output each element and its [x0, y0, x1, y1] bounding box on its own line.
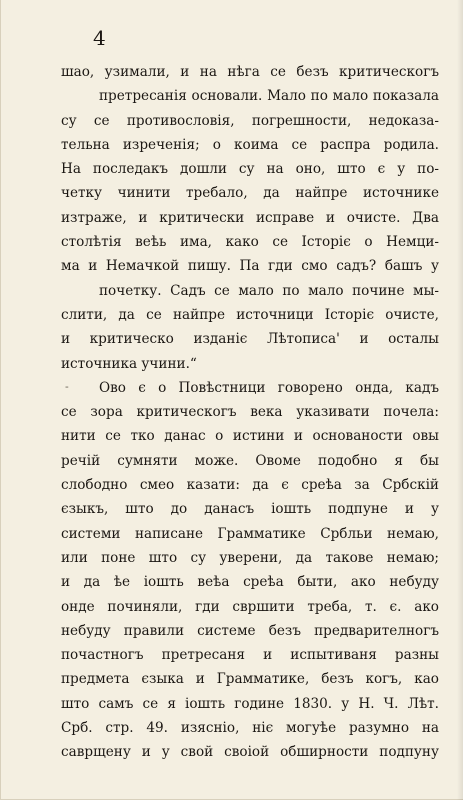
text-line: или поне што су уверени, да такове немаю;: [61, 549, 439, 566]
text-line: шао, узимали, и на нѣга се безъ критическогъ: [61, 64, 439, 80]
text-line: тельна изреченія; о коима се распра родила.: [61, 136, 439, 153]
text-line: четку чинити требало, да найпре источнике: [61, 185, 439, 202]
text-line: столѣтія веѣь има, како се Історіє о Немци-: [61, 234, 439, 251]
text-line: Ово є о Повѣстници говорено онда, кадъ: [99, 379, 439, 396]
text-line: системи написане Грамматике Србльи немаю,: [61, 525, 439, 542]
text-line: речій сумняти може. Овоме подобно я бы: [61, 452, 439, 469]
text-line: почетку. Садъ се мало по мало почине мы-: [99, 282, 439, 299]
text-line: саврщену и у свой своіой обширности подпуну: [61, 744, 439, 761]
body-text: [61, 60, 439, 765]
text-line: се зора критическогъ века указивати почела:: [61, 404, 439, 421]
text-line: су се противословія, погрешности, недоказа-: [61, 112, 439, 129]
text-line: изтраже, и критически исправе и очисте. Два: [61, 209, 439, 226]
stray-mark: -: [65, 380, 69, 393]
page-edge-shadow: [457, 0, 463, 800]
text-line: слити, да се найпре источници Історіє очисте,: [61, 306, 439, 323]
text-line: предмета єзыка и Грамматике, безъ когъ, као: [61, 671, 439, 688]
text-line: и да ѣе іошть веѣа среѣа быти, ако небуду: [61, 574, 439, 591]
text-line: нити се тко данас о истини и основаности овы: [61, 428, 439, 445]
text-line: онде починяли, гди свршити треба, т. є. ако: [61, 598, 439, 615]
text-line: На последакъ дошли су на оно, што є у по-: [61, 161, 439, 178]
text-line: почастногъ претресаня и испытиваня разны: [61, 647, 439, 664]
text-line: што самъ се я іошть године 1830. у Н. Ч. Лѣт.: [61, 695, 439, 712]
text-line: источника учини.“: [61, 355, 197, 372]
text-line: ма и Немачкой пишу. Па гди смо садъ? башъ у: [61, 258, 439, 275]
text-line: претресанія основали. Мало по мало показала: [99, 88, 439, 105]
page-number: 4: [93, 26, 107, 50]
text-line: Срб. стр. 49. изяснio, нiє могуѣе разумно на: [61, 720, 439, 737]
text-line: и критическо изданіє Лѣтописа' и осталы: [61, 331, 439, 348]
text-line: небуду правили системе безъ предварителногъ: [61, 622, 439, 639]
text-line: єзыкъ, што до данасъ іошть подпуне и у: [61, 501, 439, 518]
text-line: слободно смео казати: да є среѣа за Србскій: [61, 477, 439, 494]
